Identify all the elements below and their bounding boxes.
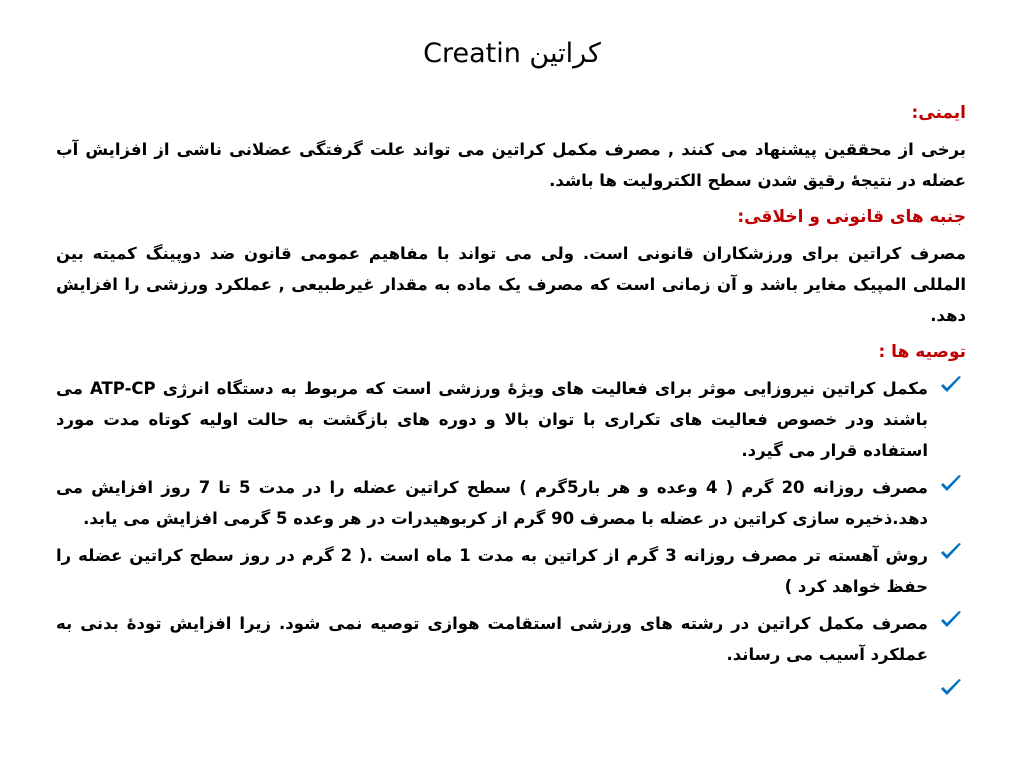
recommendation-item-1-text-b: می باشند ودر خصوص فعالیت های تکراری با توان بالا و دوره های بازگشت به حالت اولیه کوتاه مدت مورد استفاده قرار می گیرد. — [56, 379, 928, 460]
recommendation-item-1-text-a: مکمل کراتین نیروزایی موثر برای فعالیت های ویژهٔ ورزشی است که مربوط به دستگاه انرژی — [155, 379, 929, 398]
recommendation-item-2 — [56, 472, 966, 534]
recommendation-item-3-text: روش آهسته تر مصرف روزانه 3 گرم از کراتین به مدت 1 ماه است .( 2 گرم در روز سطح کراتین عضله را حفظ خواهد کرد ) — [56, 546, 929, 596]
recommendations-heading: توصیه ها : — [878, 342, 966, 362]
checkmark-icon — [938, 608, 964, 634]
checkmark-icon — [938, 540, 964, 566]
recommendation-item-4 — [56, 608, 966, 670]
recommendation-item-1 — [56, 373, 966, 466]
checkmark-icon — [938, 676, 964, 702]
legal-text: مصرف کراتین برای ورزشکاران قانونی است. ولی می تواند با مفاهیم عمومی قانون ضد دوپینگ کمیته بین المللی المپیک مغایر باشد و آن زمانی است که مصرف یک ماده به مقدار غیرطبیعی , عملکرد ورزشی را افزایش دهد. — [56, 244, 966, 325]
recommendation-item-3 — [56, 540, 966, 602]
checkmark-icon — [938, 373, 964, 399]
recommendation-item-4-text: مصرف مکمل کراتین در رشته های ورزشی استقامت هوازی توصیه نمی شود. زیرا افزایش تودهٔ بدنی به عملکرد آسیب می رساند. — [56, 614, 928, 664]
slide-body — [56, 100, 966, 713]
slide-title: Creatin کراتین — [423, 38, 601, 69]
safety-text: برخی از محققین پیشنهاد می کنند , مصرف مکمل کراتین می تواند علت گرفتگی عضلانی ناشی از افزایش آب عضله در نتیجهٔ رقیق شدن سطح الکترولیت ها باشد. — [56, 140, 966, 190]
legal-heading: جنبه های قانونی و اخلاقی: — [737, 207, 966, 227]
recommendation-item-2-text: مصرف روزانه 20 گرم ( 4 وعده و هر بار5گرم ) سطح کراتین عضله را در مدت 5 تا 7 روز افزایش می دهد.ذخیره سازی کراتین در عضله با مصرف 90 گرم از کربوهیدرات در هر وعده 5 گرمی افزایش می یابد. — [56, 478, 928, 528]
checkmark-icon — [938, 472, 964, 498]
recommendation-item-5 — [56, 676, 966, 707]
safety-heading: ایمنی: — [911, 103, 966, 123]
atp-cp-term: ATP-CP — [90, 379, 156, 398]
